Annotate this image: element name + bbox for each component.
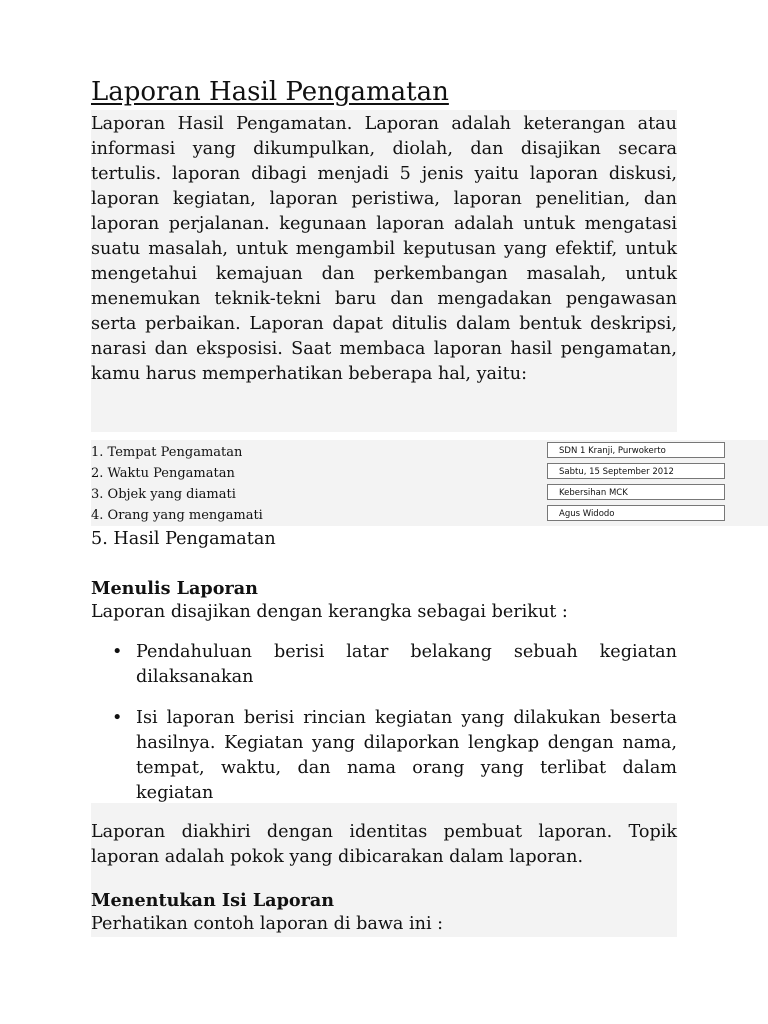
observation-label-place: 1. Tempat Pengamatan bbox=[91, 445, 243, 460]
observation-value-time: Sabtu, 15 September 2012 bbox=[547, 463, 725, 479]
observation-item-result: 5. Hasil Pengamatan bbox=[91, 529, 276, 549]
bullet-icon: • bbox=[112, 708, 123, 728]
bullet-icon: • bbox=[112, 642, 123, 662]
section-heading-menulis: Menulis Laporan bbox=[91, 578, 258, 599]
page-title: Laporan Hasil Pengamatan bbox=[91, 77, 449, 107]
observation-value-observer: Agus Widodo bbox=[547, 505, 725, 521]
observation-label-observer: 4. Orang yang mengamati bbox=[91, 508, 263, 523]
bullet-item-isi: Isi laporan berisi rincian kegiatan yang dilakukan beserta hasilnya. Kegiatan yang dilaporkan lengkap dengan nama, tempat, waktu, dan nama orang yang terlibat dalam kegiatan bbox=[136, 708, 677, 803]
section-heading-menentukan: Menentukan Isi Laporan bbox=[91, 890, 335, 911]
observation-value-place: SDN 1 Kranji, Purwokerto bbox=[547, 442, 725, 458]
section-intro-menentukan: Perhatikan contoh laporan di bawa ini : bbox=[91, 914, 444, 934]
section-intro-menulis: Laporan disajikan dengan kerangka sebagai berikut : bbox=[91, 602, 568, 622]
observation-label-time: 2. Waktu Pengamatan bbox=[91, 466, 235, 481]
closing-paragraph: Laporan diakhiri dengan identitas pembuat laporan. Topik laporan adalah pokok yang dibicarakan dalam laporan. bbox=[91, 822, 677, 867]
observation-list bbox=[91, 442, 263, 526]
bullet-item-pendahuluan: Pendahuluan berisi latar belakang sebuah kegiatan dilaksanakan bbox=[136, 642, 677, 687]
observation-value-object: Kebersihan MCK bbox=[547, 484, 725, 500]
intro-paragraph: Laporan Hasil Pengamatan. Laporan adalah keterangan atau informasi yang dikumpulkan, diolah, dan disajikan secara tertulis. laporan dibagi menjadi 5 jenis yaitu laporan diskusi, laporan kegiatan, laporan peristiwa, laporan penelitian, dan laporan perjalanan. kegunaan laporan adalah untuk mengatasi suatu masalah, untuk mengambil keputusan yang efektif, untuk mengetahui kemajuan dan perkembangan masalah, untuk menemukan teknik-tekni baru dan mengadakan pengawasan serta perbaikan. Laporan dapat ditulis dalam bentuk deskripsi, narasi dan eksposisi. Saat membaca laporan hasil pengamatan, kamu harus memperhatikan beberapa hal, yaitu: bbox=[91, 114, 677, 384]
observation-label-object: 3. Objek yang diamati bbox=[91, 487, 236, 502]
